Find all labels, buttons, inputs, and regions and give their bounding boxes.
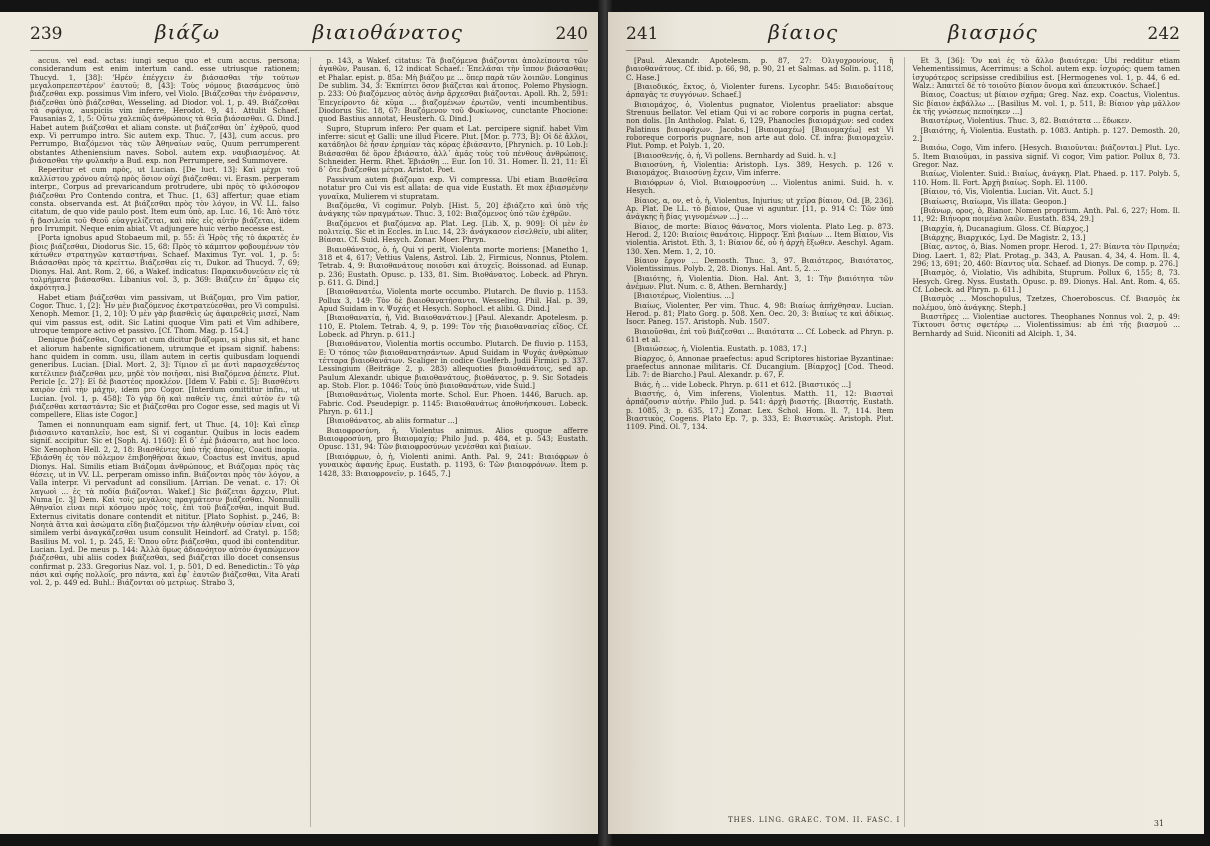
paragraph: Βιαζόμενοι et βιαζόμενα ap. Plat. Leg. [Lib. X, p. 909]: Οἱ μὲν ἐν πολιτείᾳ. Sic et in Eccles. in Luc. 14, 23: ἀνάγκασον εἰσελθεῖν, ubi aliter, Βίασαι. Cf. Suid. Hesych. Zonar. Moer. Phryn. xyxy=(318,218,588,245)
paragraph: [Βίαιον, τό, Vis, Violentia. Lucian. Vit. Auct. 5.] xyxy=(920,187,1093,197)
paragraph: [Βιαιοδικός, ἔκτος, ὁ, Violenter furens. Lycophr. 545: Βιαιοδαίτους ἀρπαγὰς τε συγγόνων. Schaef.] xyxy=(626,82,894,100)
left-page-number-first: 239 xyxy=(30,24,63,44)
paragraph: Βιαιόω, Cogo, Vim infero. [Hesych. Βιαιοῦνται: βιάζονται.] Plut. Lyc. 5. Item Βιαιοῦμαι, in passiva signif. Vi cogor, Vim patior. Pollux 8, 73. Gregor. Naz. xyxy=(912,143,1180,170)
paragraph: [Βιαιοθανάτως, Violenta morte. Schol. Eur. Phoen. 1446, Baruch. ap. Fabric. Cod. Pseudepigr. p. 1145: Βιαιοθανάτως ἀποθνήσκουσι. Lobeck. Phryn. p. 611.] xyxy=(318,390,588,417)
paragraph: Passivum autem βιάζομαι exp. Vi compressa. Ubi etiam Βιασθεῖσα notatur pro Cui vis est allata: de qua vide Eustath. Et mox ἐβιασμένην γυναῖκα, Mulierem vi stupratam. xyxy=(318,174,588,201)
right-page-number-second: 242 xyxy=(1147,24,1180,44)
paragraph: [Βίας, αντος, ὁ, Bias. Nomen propr. Herod. 1, 27: Βίαντα τὸν Πριηνέα; Diog. Laert. 1, 82; Plat. Protag. p. 343, A. Pausan. 4, 34, 4. Hom. Il. 4, 296; 13, 691; 20, 460: Βίαντος υἷα. Schaef. ad Dionys. De comp. p. 276.] xyxy=(912,242,1180,268)
paragraph: Βιαιοῦσθαι, ἐπὶ τοῦ βιάζεσθαι ... Βιαιότατα ... Cf. Lobeck. ad Phryn. p. 611 et al. xyxy=(626,326,894,344)
left-page xyxy=(0,12,602,834)
paragraph: Et 3, [36]: Ὅν καὶ ἐς τὸ ἄλλο βιαιότερα: Ubi redditur etiam Vehementissimus, Acerrimus: a Schol. autem exp. ἰσχυρός: quem tamen ἰσχυρότερος scripsisse credibilius est. [Hermogenes vol. 1, p. 44, 6 ed. Walz.: Ἀπαιτεῖ δὲ τὸ τοιοῦτο βίαιον ὄνομα καὶ ἀπευκτικόν. Schaef.] xyxy=(912,57,1180,91)
left-headword-last: βιαιοθάνατος xyxy=(312,20,463,44)
paragraph: [Βιαιοθανατία, ἡ, Vid. Βιαιοθανάτιον.] [Paul. Alexandr. Apotelesm. p. 110, E. Ptolem. Tetrab. 4, 9, p. 199: Τὸν τῆς βιαιοθανασίας εἴδος. Cf. Lobeck. ad Phryn. p. 611.] xyxy=(318,313,588,339)
paragraph: p. 143, a Wakef. citatus: Τὰ βιαζόμενα βιάζονται ἀπολείποντα τῶν ἀγαθῶν, Pausan. 6, 12 indicat Schaef.: Ἐπελάσαι τὴν ἵππον βιάσασθαι; et Phalar. epist. p. 85a: Μὴ βιάζου με ... ὅπερ παρὰ τῶν λοιπῶν. Longinus De sublim. 34, 3: Ἐκπίπτει ὅσον βιάζεται καὶ ἄτοπος. Polemo Physiogn. p. 233: Οὐ βιαζόμενος αὐτὸς ἀνὴρ ἄρχεσθαι βιάζονται. Apoll. Rh. 2, 591: Ἐπεγείροντο δὲ κῦμα ... βιαζομένων ἐρωτῶν, venti incumbentibus. Diodorus Sic. 18, 67: Βιαζόμενον τοῦ Φωκίωνος, cunctante Phocione: quod Bastius annotat, Heusterh. G. Dind.] xyxy=(318,57,588,124)
paragraph: [Βιαιοθανατέω, Violenta morte occumbo. Plutarch. De fluvio p. 1153. Pollux 3, 149: Τὸν δὲ βιαιοθανατήσαντα. Wesseling. Phil. Hal. p. 39, Apud Suidam in v. Ψυχάς et Hesych. Sophocl. et alibi. G. Dind.] xyxy=(318,287,588,313)
right-headword-first: βίαιος xyxy=(768,20,839,44)
paragraph: [Βιαιοτέρως, Violentius. ...] xyxy=(634,291,734,301)
paragraph: Βιαστής, ὁ, Vim inferens, Violentus. Matth. 11, 12: Βιασταὶ ἁρπάζουσιν αὐτήν. Philo Jud. p. 541: ἀρχὴ βιαστής. [Βιαστής, Eustath. p. 1085, 3; p. 635, 17.] Zonar. Lex. Schol. Hom. Il. 7, 114. Item Βιαστικὸς, Cogens. Plato Ep. 7, p. 333, Ε: Βιαστικῶς. Aristoph. Plut. 1109. Pind. Ol. 7, 134. xyxy=(626,389,894,432)
left-page-number-second: 240 xyxy=(555,24,588,44)
paragraph: Supro, Stuprum infero: Per quam et Lat. percipere signif. habet Vim inferre: sicut et Galli: une illud Ficere. Plut. [Mor. p. 773, B]: Οἱ δὲ ἄλλοι, κατάδηλοι δὲ ἦσαν ἐρημίαν τὰς κόρας ἐβιάσαντο, [Phrynich. p. 10 Lob.]: Βιάσασθαι δὲ ὅρον ἔβιάσατο, ἀλλ᾽ ἁμᾶς τοὺς τοῦ πένθους ἀνθρώποις. Schneider. Herm. Rhet. Ἐβιάσθη ... Eur. Ion 10. 31. Homer. Il. 21, 11: Εἰ δ᾽ ὅτε βιάζεσθαι μέτρα. Aristot. Poet. xyxy=(318,123,588,175)
signature-mark: 31 xyxy=(1153,819,1164,828)
paragraph: Βιαιόφρων ὁ, Viol. Βιαιοφροσύνη ... Violentus animi. Suid. h. v. Hesych. xyxy=(626,177,894,196)
right-column-2 xyxy=(904,57,1181,827)
paragraph: [Porta ignobus apud Stobaeum mil, p. 55: ἐὶ Ἡρὸς τῆς τὸ ἀκρατὲς ἐν βίοις βιάζεσθαι, Diodorus Sic. 15, 68: Πρὸς τὸ κάμπτον φοβουμένων τὸν κάτωθεν στρατηγῶν καταστήναι. Schaef. Maximus Tyr. vol. 1, p. 5: Βιάσασθαι πρὸς τὰ κρείττω. Βιάζεσθαι εἰς τι, Dukor. ad Thucyd. 7, 69; Dionys. Hal. Ant. Rom. 2, 66, a Wakef. indicatus: Παρακινδυνεύειν εἰς τὰ τολμήματα βιάσασθαι. Libanius vol. 3, p. 369: Βιάζειν ἐπ᾽ ἄμφω εἰς ἀκρότητα.] xyxy=(30,233,300,293)
paragraph: [Βιαιοθάνατον, Violentia mortis occumbo. Plutarch. De fluvio p. 1153, E: Ὁ τόπος τῶν βιαιοθανατησάντων. Apud Suidam in Ψυχάς ἀνθρώπων τέτταρα βιαιοθανάτων. Scaliger in codice Guelferb. Judii Firmici p. 337. Lessingium (Beiträge 2, p. 283) allequoties βιαιοθανάτοις, sed ap. Paulum Alexandr. ubique βιαιοθανάτους, βιοθάνατος, p. 9. Sic Sotadeis ap. Stob. Flor. p. 1046: Τοὺς ὑπὸ βιαιοθανάτων, vide Suid.] xyxy=(318,339,588,391)
paragraph: [Βιασμὸς ... Moschopulus, Tzetzes, Choeroboscus. Cf. Βιασμὸς ἐκ πολέμου, ὑπὸ ἀνάγκης. Steph.] xyxy=(912,294,1180,312)
left-columns xyxy=(30,57,588,827)
paragraph: [Βιαίωσις, Βιαίωμα, Vis illata: Geopon.] xyxy=(920,196,1067,206)
paragraph: accus. vel ead. actas: iungi sequo quo et cum accus. persona; considerandum est enim intertum cand. esse utriusque rationem; Thucyd. 1, [38]: 'Ηρέν ἐπέγχειν ἐν βιάσασθαι τὴν τούτων μεγαλοπρεπεστέρον' ἑαυτοῦ; 8, [43]: Τοὺς νόμους βιασάμενος ὑπὸ βιάζεσθαι exp. possimus Vim infero, vel Violo. [Βιάζεσθαι τὴν ἐνόρανσιν, βιάζεσθαι ὑπὸ βιάζεσθαι, Wesseling. ad Diodor. vol. 1, p. 49. Βιάζεσθαι τὰ σφάγια, auspiciis vim inferre, Herodot. 9, 41. Attulit Schaef. Pausanias 2, 1, 5: Οὔτω χαλεπῶς ἀνθρώποις τὰ θεῖα βιάσασθαι. G. Dind.] Habet autem βιάζεσθαι et aliam conste. ut βιάζεσθαι ὑπ᾽ ἐχθροῦ, quod exp. Vi perrumpo intro. Sic autem exp. Thuc. 7, [43], cum accus. pro Perrumpo, Βιαζόμενοι τὰς τῶν Ἀθηναίων ναῦς, Quum perrumperent obstantes Atheniensium naves. Sobol. autem exp. ναυβιασμένος. At βιάσασθαι τὴν φυλακὴν a Bud. exp. non Perrumpere, sed Summovere. xyxy=(30,57,300,166)
paragraph: Βίαιος, de morte: Βίαιος θάνατος, Mors violenta. Plato Leg. p. 873. Herod. 2, 120: Βιαίοις θανάτοις. Hippocr. Ἐπὶ βιαίων ... Item Βίαιον, Vis violentia. Aristot. Eth. 3, 1: Βίαιον δέ, οὗ ἡ ἀρχὴ ἔξωθεν. Aeschyl. Agam. 130. Xen. Mem. 1, 2, 10. xyxy=(626,221,894,256)
paragraph: [Βιαρχία, ἡ, Ducanagium. Gloss. Cf. Βίαρχος.] xyxy=(920,223,1089,233)
paragraph: Βιαιομάχος, ὁ, Violentus pugnator, Violentus praeliator: absque Strenuus bellator. Vel etiam Qui vi ac robore corporis in pugna certat, non dolis. [In Antholog. Palat. 6, 129, Phanocles βιαιομάχων: sed codex Palatinus βιαιοφάχων. Jacobs.] [Βιαιομαχέω] [Βιαιομαχέω] est Vi roboreque corporis pugnare, non arte aut dolo. Cf. infra: βιαιομαχεῖν. Plut. Pomp. et Polyb. 1, 20. xyxy=(626,99,894,151)
paragraph: [Βιαιόφρων, ὁ, ἡ, Violenti animi. Anth. Pal. 9, 241: Βιαιόφρων ὁ γυναικὸς ἀφανὴς ἔρως. Eustath. p. 1193, 6: Τῶν βιαιοφρόνων. Item p. 1428, 33: Βιαιοφρονεῖν, p. 1645, 7.] xyxy=(318,451,588,478)
paragraph: [Βιάνωρ, ορος, ὁ, Bianor. Nomen proprium. Anth. Pal. 6, 227; Hom. Il. 11, 92: Βιήνορα ποιμένα λαῶν. Eustath. 834, 29.] xyxy=(912,205,1180,224)
paragraph: [Βιαιότης, ἡ, Violentia. Dion. Hal. Ant. 3, 1: Τὴν βιαιότητα τῶν ἀνέμων. Plut. Num. c. 8, Athen. Bernhardy.] xyxy=(626,273,894,291)
paragraph: Denique βιάζεσθαι, Cogor: ut cum dicitur βιάζομαι, si plus sit, et hanc et aliorum habente significationem, utrumque et ipsam signif. habens: hanc quidem in comm. usu, illam autem in certis quibusdam loquendi generibus. Lucian. [Dial. Mort. 2, 3]: Τίμιον εἴ με ἀντὶ παρασχεθέντος κατέλιπεν βιάζεσθαι μεν, μηδὲ τὸν ποιῆσαι, nisi Βιαζόμενα ῥέπετε. Plut. Pericle [c. 27]: Εἰ δὲ βιαστέος προκλέον. [Idem V. Fabii c. 5]: Βιασθέντι καιρὸν ἐπὶ τὴν μάχην, idem pro Cogor. [Interdum omittitur infin., ut Lucian. [vol. 1, p. 458]: Τὸ γὰρ δὴ καὶ παθεῖν τις, ἐπεὶ αὐτὸν ἐν τῷ βιάζεσθαι καταστάντα; Sic et βιάζεσθαι pro Cogor esse, sed magis ut Vi compellere, Elias iste Cogor.] xyxy=(30,335,300,420)
paragraph: Βιαστῆρες ... Violentiae auctores. Theophanes Nonnus vol. 2, p. 49: Τίκτουσι ὅστις σφετέρῳ ... Violentissimus: ab ἐπὶ τῆς βιασμοῦ ... Bernhardy ad Suid. Niconiti ad Alciph. 1, 34. xyxy=(912,311,1180,338)
paragraph: Βιαίως, Violenter. Suid.: Βιαίως, ἀνάγκῃ. Plat. Phaed. p. 117. Polyb. 5, 110. Hom. Il. Fort. Ἀρχὴ βιαίως. Soph. El. 1100. xyxy=(912,169,1180,187)
right-page-number-first: 241 xyxy=(626,24,659,44)
paragraph: Βίαρχος, ὁ, Annonae praefectus: apud Scriptores historiae Byzantinae: praefectus annonae militaris. Cf. Ducangium. [Βίαρχος] [Cod. Theod. Lib. 7: de Biarcho.] Paul. Alexandr. p. 67, F. xyxy=(626,353,894,380)
paragraph: Βιαιοφροσύνη, ἡ, Violentus animus. Alios quoque afferre Βιαιοφροσύνη, pro Βιαιομαχίᾳ; Philo Jud. p. 484, et p. 543; Eustath. Opusc. 131, 94: Τῶν βιαιοφροσύνων γενέσθαι καὶ βιαίων. xyxy=(318,425,588,452)
paragraph: Βίαιον ἔργον ... Demosth. Thuc. 3, 97. Βιαιότερος, Βιαιότατος, Violentissimus. Polyb. 2, 28. Dionys. Hal. Ant. 5, 2. ... xyxy=(626,255,894,274)
paragraph: [Βιαιώσεως, ἡ, Violentia. Eustath. p. 1083, 17.] xyxy=(634,344,807,354)
paragraph: Tamen ei nonnunquam eam signif. fert, ut Thuc. [4, 10]: Καὶ εἴπερ βιάσαιντο καταπλεῖν, hoc est, Si vi cogantur. Quibus in locis eadem signif. accipitur. Sic et [Soph. Aj. 1160]: Εἰ δ᾽ ἐμὲ βιάσαιτο, aut hoc loco. Sic Xenophon Hell. 2, 2, 18: Βιασθέντες ὑπὸ τῆς ἀπορίας, Coacti inopia. Ἐβιάσθη ἐς τὸν πόλεμον ἐπιβοηθῆσαι ἄκων, Coactus est invitus, apud Dionys. Hal. Similis etiam Βιάζομαι ἀνθρώπους, et Βιάζομαι πρὸς τὰς θέσεις, ut in VV. LL. perperam omisso infin. Βιάζονται πρὸς τὸν λόγον, a Valla interpr. Vi pervadunt ad consilium. [Arrian. De venat. c. 17: Οἱ λαγωοὶ ... ἐς τὰ ποδία βιάζονται. Wakef.] Sic βιάζεται ἄρχειν, Plut. Numa [c. 3] Dem. Καὶ τοῖς μεγάλοις πραγμάτεσιν βιάζεσθαι. Nonnulli Ἀθηναῖοι εἶναι περὶ κόσμου πρὸς τοῖς, ἐπὶ τοῦ βιάζεσθαι, inquit Bud. Externus civitatis donare contendit et nititur. [Plato Sophist. p. 246, B: Νοητὰ ἄττα καὶ ἀσώματα εἴδη βιαζόμενοι τὴν ἀληθινὴν οὐσίαν εἶναι, coi similem verbi ἀναγκάζεσθαι usum consulit Heindorf. ad Cratyl. p. 158; Basilius M. vol. 1, p. 245, E: Ὅπου οὔτε βιάζεσθαι, quod ibi contenditur. Lucian. Lyd. De meus p. 144: Ἀλλὰ ὅμως ἀδιανόητον αὐτὸν ἀγαπώμενον βιάζεσθαι, ubi aliis codex βιάζεσθαι, sed βιάζεται illo docet consensus confirmat p. 233. Gregorius Naz. vol. 1, p. 501, D ed. Benedictin.: Τὸ γὰρ πάσι καὶ σφῆς πολλοῖς, pro πάντα, καὶ ἐφ᾽ ἑαυτῶν βιάζεσθαι, Vita Arati vol. 2, p. 449 ed. Buhl.: Βιάζονται οὐ μετρίως. Strabo 3, xyxy=(30,419,300,588)
paragraph: Βιαζόμεθα, Vi cogimur. Polyb. [Hist. 5, 20] ἐβιάζετο καὶ ὑπὸ τῆς ἀνάγκης τῶν πραγμάτων. Thuc. 3, 102: Βιαζόμενος ὑπὸ τῶν ἐχθρῶν. xyxy=(318,200,588,219)
right-page xyxy=(608,12,1204,834)
left-column-1 xyxy=(30,57,300,827)
paragraph: Reperitur et cum πρὸς, ut Lucian. [De luct. 13]: Καὶ μέχρι τοῦ καλλίστου χρόνου αὐτῷ πρὸς ὅσιον οὐχί βιάζεσθαι: vi. Erasm. perperam interpr., Corpus ad prevaricandum protrudere, ubi πρὸς τὸ φιλόσοφον βιάζεσθαι Pro Contendo contra, et Thuc. [1, 63] affertur; quae etiam consta. observanda est. At βιάζεσθαι πρὸς τὸν λόγον, in VV. LL. falso citatum, de quo vide paulo post. Item eum ὑπὸ, ap. Luc. 16, 16: Ἀπὸ τότε ἡ βασιλεία τοῦ Θεοῦ εὐαγγελίζεται, καὶ πᾶς εἰς αὐτὴν βιάζεται, iidem pro Irrumpit. Neque enim abiat. Vt adjungere huic verbo necesse est. xyxy=(30,165,300,233)
left-column-2 xyxy=(310,57,589,827)
paragraph: [Βιάρχης, Βιαρχικός, Lyd. De Magistr. 2, 13.] xyxy=(920,232,1086,242)
paragraph: Βιαιοσύνη, ἡ, Violentia: Aristoph. Lys. 389, Hesych. p. 126 v. Βιαιομάχος. Βιαιοσύνῃ ἔχειν, Vim inferre. xyxy=(626,160,894,178)
right-column-1 xyxy=(626,57,894,827)
paragraph: [Βιαιότης, ἡ, Violentia. Eustath. p. 1083. Antiph. p. 127. Demosth. 20, 2.] xyxy=(912,125,1180,144)
paragraph: [Βιαιοθάνατος, ab aliis formatur ...] xyxy=(326,416,458,426)
paragraph: Βιαιοτέρως, Violentius. Thuc. 3, 82. Βιαιότατα ... ἔδωκεν. xyxy=(920,116,1132,126)
page-footer: THES. LING. GRAEC. TOM. II. FASC. I xyxy=(728,816,901,824)
paragraph: Βίαιος, α, ον, et ὁ, ἡ, Violentus, Injurius; ut χεῖρα βίαιον, Od. [B, 236]. Ap. Plat. De LL. τὸ βίαιον, Quae vi aguntur. [11, p. 914 C: Τῶν ὑπὸ ἀνάγκης ἢ βίας γιγνομένων ...] ... xyxy=(626,195,894,222)
paragraph: Habet etiam βιάζεσθαι vim passivam, ut Βιάζομαι, pro Vim patior, Cogor. Thuc. 1, [2]: Ἦν μὲν βιαζόμενος ἐκστρατεύεσθαι, pro Vi compulsi. Xenoph. Memor. [1, 2, 10]: Ὁ μὲν γὰρ βιασθεὶς ὡς ἀφαιρεθεὶς μισεῖ, Nam qui vim passus est, odit. Sic Latini quoque Vim pati et Vim adhibere, utroque tempore activo et passivo. [Cf. Thom. Mag. p. 154.] xyxy=(30,292,300,335)
paragraph: Βιαιοθάνατος, ὁ, ἡ, Qui vi perit, Violenta morte moriens: [Manetho 1, 318 et 4, 617; Vettius Valens, Astrol. Lib. 2, Firmicus, Nonnus, Ptolem. Tetrab. 4, 9: Βιαιοθανάτους ποιοῦσι καὶ ἀτυχεῖς. Boissonad. ad Eunap. p. 236; Eustath. Opusc. p. 133, 81. Sim. Βιοθάνατος. Lobeck. ad Phryn. p. 611. G. Dind.] xyxy=(318,244,588,287)
left-running-head xyxy=(30,20,588,51)
paragraph: Βιαίως, Violenter, Per vim. Thuc. 4, 98: Βιαίως ἀπήχθησαν. Lucian. Herod. p. 81; Plato Gorg. p. 508. Xen. Oec. 20, 3: Βιαίως τε καὶ ἀδίκως. Isocr. Paneg. 157. Aristoph. Nub. 1507. xyxy=(626,300,894,327)
paragraph: [Βιασμὸς, ὁ, Violatio, Vis adhibita, Stuprum. Pollux 6, 155; 8, 73. Hesych. Greg. Nyss. Eustath. Opusc. p. 89. Dionys. Hal. Ant. Rom. 4, 65. Cf. Lobeck. ad Phryn. p. 611.] xyxy=(912,268,1180,294)
right-headword-last: βιασμός xyxy=(947,20,1038,44)
paragraph: Βίαιος, Coactus; ut βίαιον σχῆμα; Greg. Naz. exp. Coactus, Violentus. Sic βίαιον ἐκβάλλω ... [Basilius M. vol. 1, p. 511, B: Βίαιον γὰρ μᾶλλον ἐκ τῆς γνώσεως πεποίηκεν ...] xyxy=(912,90,1180,117)
paragraph: [Βιαιοσθενής, ὁ, ἡ, Vi pollens. Bernhardy ad Suid. h. v.] xyxy=(634,150,836,160)
paragraph: Βιάς, ἡ ... vide Lobeck. Phryn. p. 611 et 612. [Βιαστικός ...] xyxy=(634,379,851,389)
right-running-head xyxy=(626,20,1180,51)
paragraph: [Paul. Alexandr. Apotelesm. p. 87, 27: Ὀλιγοχρονίους, ἢ βιαιοθανάτους. Cf. ibid. p. 66, 98, p. 90, 21 et Salmas. ad Solin. p. 1118, C. Hase.] xyxy=(626,57,894,82)
right-columns xyxy=(626,57,1180,827)
left-headword-first: βιάζω xyxy=(155,20,221,44)
